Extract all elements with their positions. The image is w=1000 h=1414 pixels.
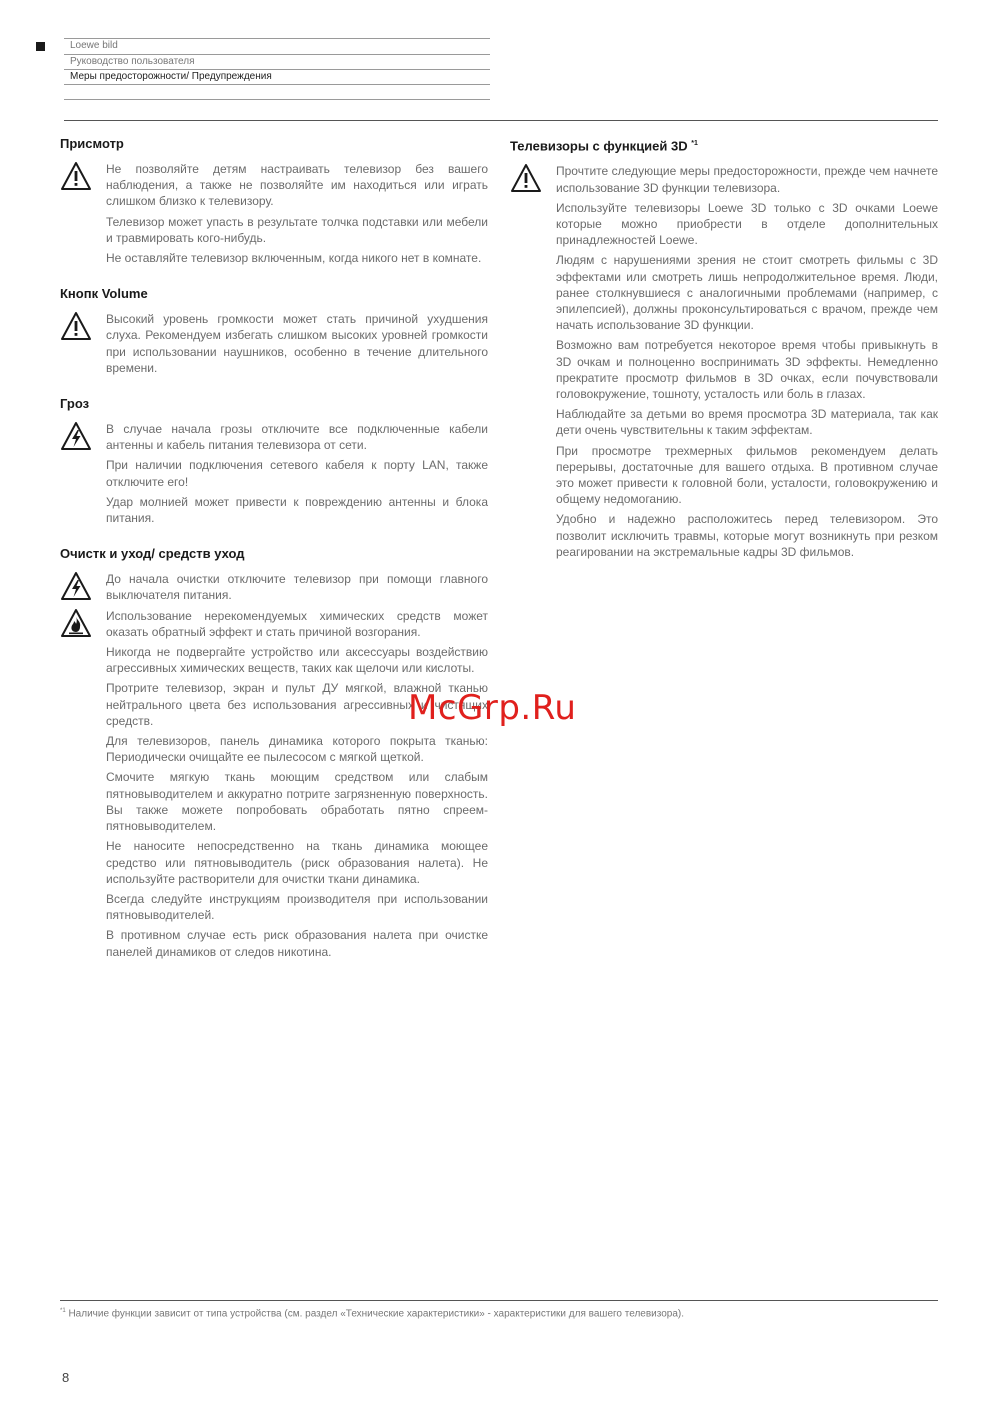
paragraph: Наблюдайте за детьми во время просмотра 3D материала, так как дети очень чувствительны к таким эффектам. xyxy=(556,407,938,438)
lightning-triangle-icon xyxy=(60,421,92,451)
paragraph: При наличии подключения сетевого кабеля к порту LAN, также отключите его! xyxy=(106,458,488,489)
paragraph: Высокий уровень громкости может стать причиной ухудшения слуха. Рекомендуем избегать слишком высоких уровней громкости при использовании наушников, особенно в течение длительного времени. xyxy=(106,312,488,375)
fire-triangle-icon xyxy=(60,608,92,638)
header-divider xyxy=(64,38,490,39)
header-section-title: Меры предосторожности/ Предупреждения xyxy=(70,71,272,82)
paragraph: При просмотре трехмерных фильмов рекомендуем делать перерывы, достаточные для вашего отдыха. В противном случае это может привести к головной боли, усталости, головокружению и общему недомоганию. xyxy=(556,443,938,507)
footnote-marker: *1 xyxy=(60,1308,66,1314)
paragraph: В противном случае есть риск образования налета при очистке панелей динамиков от следов никотина. xyxy=(106,928,488,959)
header-divider xyxy=(64,99,490,100)
footnote-text: Наличие функции зависит от типа устройства (см. раздел «Технические характеристики» - характеристики для вашего телевизора). xyxy=(68,1308,685,1320)
paragraph: Удобно и надежно расположитесь перед телевизором. Это позволит исключить травмы, которые могут возникнуть при резком реагировании на экстремальные кадры 3D фильмов. xyxy=(556,512,938,559)
paragraph: До начала очистки отключите телевизор при помощи главного выключателя питания. xyxy=(106,572,488,603)
header-divider xyxy=(64,54,490,55)
section-title: Присмотр xyxy=(60,136,124,151)
page-number: 8 xyxy=(62,1370,70,1385)
section-title-text: Телевизоры с функцией 3D xyxy=(510,138,688,154)
paragraph: Удар молнией может привести к повреждению антенны и блока питания. xyxy=(106,494,488,526)
section-supervision xyxy=(60,136,488,266)
paragraph: В случае начала грозы отключите все подключенные кабели антенны и кабель питания телевизора от сети. xyxy=(106,422,488,453)
section-cleaning xyxy=(60,546,488,959)
paragraph: Всегда следуйте инструкциям производителя при использовании пятновыводителей. xyxy=(106,891,488,923)
warning-block xyxy=(60,421,488,526)
header-manual-title: Руководство пользователя xyxy=(70,56,195,67)
header-bullet xyxy=(36,42,45,51)
warning-block xyxy=(60,571,488,603)
warning-block xyxy=(60,608,488,960)
footnote-marker: *1 xyxy=(691,140,698,147)
section-storm xyxy=(60,396,488,526)
warning-triangle-icon xyxy=(510,163,542,193)
section-title: Очистк и уход/ средств уход xyxy=(60,546,245,562)
left-column xyxy=(60,136,488,980)
paragraph: Использование нерекомендуемых химических средств может оказать обратный эффект и стать причиной возгорания. xyxy=(106,608,488,639)
footnote xyxy=(60,1308,684,1319)
section-title: Гроз xyxy=(60,396,90,412)
lightning-triangle-icon xyxy=(60,571,92,601)
section-3d-tv xyxy=(510,136,938,560)
warning-triangle-icon xyxy=(60,161,92,191)
paragraph: Возможно вам потребуется некоторое время чтобы привыкнуть в 3D очкам и полноценно воспринимать 3D эффекты. Немедленно прекратите просмотр фильмов в 3D очках, если почувствовали головокружение, тошноту, усталость или боль в глазах. xyxy=(556,338,938,401)
section-title xyxy=(510,136,938,154)
paragraph: Людям с нарушениями зрения не стоит смотреть фильмы с 3D эффектами или смотреть лишь непродолжительное время. Люди, ранее столкнувшиеся с аналогичными проблемами (например, с эпилепсией), должны проконсультироваться с врачом, прежде чем начать использование 3D функции. xyxy=(556,253,938,333)
paragraph: Протрите телевизор, экран и пульт ДУ мягкой, влажной тканью нейтрального цвета без использования агрессивных и чистящих средств. xyxy=(106,681,488,728)
paragraph: Не позволяйте детям настраивать телевизор без вашего наблюдения, а также не позволяйте им находиться или играть слишком близко к телевизору. xyxy=(106,162,488,209)
header-divider xyxy=(64,69,490,70)
header-brand: Loewe bild xyxy=(70,40,118,51)
warning-block xyxy=(510,163,938,560)
paragraph: Никогда не подвергайте устройство или аксессуары воздействию агрессивных химических веществ, таких как щелочи или кислоты. xyxy=(106,645,488,676)
paragraph: Не наносите непосредственно на ткань динамика моющее средство или пятновыводитель (риск образования налета). Не используйте растворители для очистки ткани динамика. xyxy=(106,839,488,886)
paragraph: Смочите мягкую ткань моющим средством или слабым пятновыводителем и аккуратно потрите загрязненную поверхность. Вы также можете попробовать обработать пятно спреем-пятновыводителем. xyxy=(106,770,488,834)
right-column xyxy=(510,136,938,580)
paragraph: Для телевизоров, панель динамика которого покрыта тканью: Периодически очищайте ее пылесосом с мягкой щеткой. xyxy=(106,734,488,765)
warning-block xyxy=(60,161,488,266)
warning-block xyxy=(60,311,488,376)
watermark-text: McGrp.Ru xyxy=(408,688,577,728)
paragraph: Прочтите следующие меры предосторожности, прежде чем начнете использование 3D функции телевизора. xyxy=(556,164,938,195)
section-volume xyxy=(60,286,488,376)
content-top-rule xyxy=(64,120,938,121)
section-title: Кнопк Volume xyxy=(60,286,148,302)
footnote-rule xyxy=(60,1300,938,1301)
warning-triangle-icon xyxy=(60,311,92,341)
paragraph: Не оставляйте телевизор включенным, когда никого нет в комнате. xyxy=(106,251,482,266)
paragraph: Телевизор может упасть в результате толчка подставки или мебели и травмировать кого-нибудь. xyxy=(106,214,488,245)
paragraph: Используйте телевизоры Loewe 3D только с 3D очками Loewe которые можно приобрести в отделе дополнительных принадлежностей Loewe. xyxy=(556,200,938,248)
header-divider xyxy=(64,84,490,85)
